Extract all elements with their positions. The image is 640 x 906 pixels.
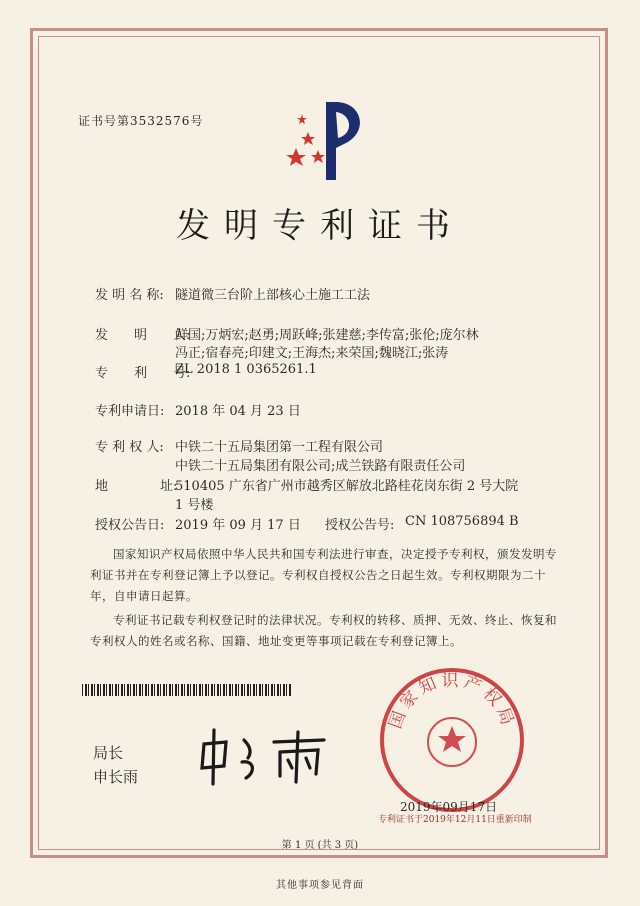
legal-status-note: 专利证书记载专利权登记时的法律状况。专利权的转移、质押、无效、终止、恢复和专利权人的姓名或名称、国籍、地址变更等事项记载在专利登记簿上。 bbox=[90, 613, 557, 648]
grant-date-value: 2019 年 09 月 17 日 bbox=[175, 518, 301, 533]
reprint-note: 专利证书于2019年12月11日重新印制 bbox=[378, 815, 532, 825]
patentee-value-line2: 中铁二十五局集团有限公司;成兰铁路有限责任公司 bbox=[175, 459, 466, 474]
invention-name-value: 隧道微三台阶上部核心土施工工法 bbox=[175, 288, 371, 303]
barcode bbox=[82, 684, 292, 696]
page-title: 发明专利证书 bbox=[176, 206, 464, 246]
patent-number-label: 专 利 号: bbox=[95, 366, 191, 381]
seal-date: 2019年09月17日 bbox=[400, 800, 498, 814]
application-date-value: 2018 年 04 月 23 日 bbox=[175, 404, 301, 419]
grant-statement: 国家知识产权局依照中华人民共和国专利法进行审查，决定授予专利权，颁发发明专利证书并在专利登记簿上予以登记。专利权自授权公告之日起生效。专利权期限为二十年，自申请日起算。 bbox=[90, 547, 557, 603]
footer-note: 其他事项参见背面 bbox=[276, 880, 364, 891]
inventors-value-line2: 冯正;宿春亮;印建文;王海杰;来荣国;魏晓江;张涛 bbox=[175, 346, 449, 361]
patent-number-value: ZL 2018 1 0365261.1 bbox=[175, 362, 317, 377]
patentee-label: 专 利 权 人: bbox=[95, 440, 164, 455]
certificate-number: 证书号第3532576号 bbox=[78, 114, 204, 128]
application-date-label: 专利申请日: bbox=[95, 404, 165, 419]
inventors-label: 发 明 人: bbox=[95, 328, 191, 343]
address-label: 地 址: bbox=[95, 479, 178, 494]
grant-no-label: 授权公告号: bbox=[325, 518, 395, 533]
svg-text:国家知识产权局: 国家知识产权局 bbox=[385, 671, 519, 732]
official-seal bbox=[378, 666, 526, 814]
inventors-value-line1: 鲜国;万炳宏;赵勇;周跃峰;张建慈;李传富;张伦;庞尔林 bbox=[175, 328, 479, 343]
address-value-line1: 510405 广东省广州市越秀区解放北路桂花岗东街 2 号大院 bbox=[175, 479, 519, 494]
cnipa-logo-icon bbox=[282, 92, 378, 188]
handwritten-signature bbox=[196, 722, 336, 792]
director-title: 局长 bbox=[93, 744, 124, 762]
page-number: 第 1 页 (共 3 页) bbox=[281, 840, 359, 851]
grant-date-label: 授权公告日: bbox=[95, 518, 165, 533]
patentee-value-line1: 中铁二十五局集团第一工程有限公司 bbox=[175, 440, 384, 455]
address-value-line2: 1 号楼 bbox=[175, 498, 214, 513]
grant-no-value: CN 108756894 B bbox=[405, 514, 519, 529]
director-name: 申长雨 bbox=[93, 768, 139, 786]
invention-name-label: 发 明 名 称: bbox=[95, 288, 164, 303]
